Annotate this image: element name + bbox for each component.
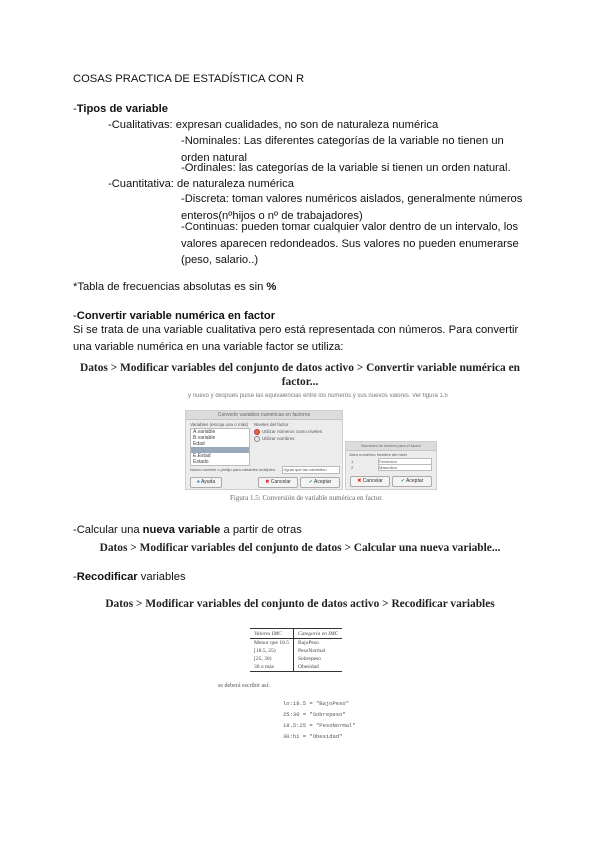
cancel-button[interactable] — [350, 476, 390, 487]
cualitativas-line: -Cualitativas: expresan cualidades, no son de naturaleza numérica — [108, 119, 439, 131]
help-label: Ayuda — [201, 479, 216, 485]
heading-prefix: - — [73, 310, 77, 322]
accept-button[interactable] — [392, 476, 432, 487]
list-item[interactable]: Estado — [193, 459, 209, 465]
new-name-label: Nuevo nombre o prefijo para variables múltiples: — [190, 467, 276, 472]
table-header-row — [250, 629, 342, 639]
option-label: Utilizar números como niveles — [262, 429, 323, 435]
dialog-titlebar: Nombres de niveles para el factor — [346, 442, 436, 451]
table-cell: Menor que 18.5 — [250, 639, 293, 648]
note-bold: % — [266, 281, 277, 293]
accept-label: Aceptar — [406, 478, 424, 484]
level-row-num: 1 — [351, 459, 354, 464]
level-row-num: 2 — [351, 465, 354, 470]
calcular-line — [73, 522, 302, 539]
nominales-line: -Nominales: Las diferentes categorías de la variable no tienen un orden natural — [181, 135, 504, 164]
radio-selected-icon[interactable] — [254, 429, 260, 435]
table-row — [250, 639, 342, 648]
recodificar-suffix: variables — [137, 571, 186, 583]
cancel-button[interactable] — [258, 477, 298, 488]
dialog-titlebar: Convertir variables numéricas en factores — [186, 411, 342, 420]
table-row — [250, 663, 342, 672]
calcular-menu-path: Datos > Modificar variables del conjunto de datos > Calcular una nueva variable... — [99, 542, 501, 554]
code-line: 25:30 = "Sobrepeso" — [283, 711, 346, 718]
check-icon: ✔ — [308, 479, 313, 485]
new-name-input[interactable]: <igual que las variables> — [282, 466, 340, 474]
clipped-text-line: y nuevo y después pulse las equivalencias entre los números y sus nuevos valores. Ver figura 1.5 — [188, 393, 448, 399]
variables-listbox[interactable] — [190, 428, 250, 466]
cancel-icon: ✖ — [265, 479, 270, 485]
check-icon: ✔ — [400, 478, 405, 484]
continuas-line: -Continuas: pueden tomar cualquier valor dentro de un intervalo, los valores aparecen redondeados. Sus valores no pueden enumerarse (peso, salario..) — [181, 221, 519, 266]
section-heading-tipos — [73, 101, 168, 118]
table-header: Valores IMC — [250, 629, 293, 639]
cancel-label: Cancelar — [362, 478, 383, 484]
note-text: *Tabla de frecuencias absolutas es sin — [73, 281, 267, 293]
heading-text: Convertir variable numérica en factor — [76, 310, 276, 322]
recode-intro: se deberá escribir así: — [218, 683, 270, 689]
level-name-input[interactable]: Femenino — [378, 458, 432, 465]
table-cell: 30 o más — [250, 663, 293, 672]
table-cell: Sobrepeso — [297, 656, 321, 662]
level-name-input[interactable]: Masculino — [378, 464, 432, 471]
table-cell: Obesidad — [293, 663, 342, 672]
discreta-line: -Discreta: toman valores numéricos aislados, generalmente números enteros(nºhijos o nº de trabajadores) — [181, 193, 523, 222]
option-names[interactable] — [254, 436, 295, 442]
cuantitativa-line: -Cuantitativa: de naturaleza numérica — [108, 178, 294, 190]
list-item[interactable]: A.variable — [193, 429, 216, 435]
list-item[interactable]: B.variable — [193, 435, 216, 441]
convertir-body: Si se trata de una variable cualitativa pero está representada con números. Para convertir una variable numérica en una variable factor se utiliza: — [73, 324, 519, 353]
table-row — [250, 655, 342, 663]
ordinales-line: -Ordinales: las categorías de la variable si tienen un orden natural. — [181, 162, 511, 174]
recodificar-menu-path: Datos > Modificar variables del conjunto de datos activo > Recodificar variables — [105, 598, 495, 610]
cancel-label: Cancelar — [270, 479, 291, 485]
figure-caption: Figura 1.5: Conversión de variable numérica en factor. — [230, 494, 383, 502]
table-row — [250, 647, 342, 655]
calcular-bold: nueva variable — [142, 524, 221, 536]
heading-prefix: - — [73, 103, 77, 115]
radio-icon[interactable] — [254, 436, 260, 442]
accept-button[interactable] — [300, 477, 340, 488]
list-item[interactable]: E.Estad — [193, 453, 211, 459]
recodificar-line — [73, 569, 186, 586]
frecuencias-note — [73, 279, 276, 296]
table-cell: BajoPeso — [297, 640, 319, 646]
calcular-prefix: -Calcular una — [73, 524, 143, 536]
help-button[interactable] — [190, 477, 222, 488]
levels-dialog-screenshot — [345, 441, 437, 490]
code-line: lo:18.5 = "BajoPeso" — [283, 700, 350, 707]
help-icon: ● — [196, 479, 200, 485]
table-cell: [25, 30) — [250, 655, 293, 663]
imc-table — [250, 628, 342, 672]
option-numbers[interactable] — [254, 429, 322, 435]
option-label: Utilizar nombres — [262, 436, 295, 442]
cancel-icon: ✖ — [357, 478, 362, 484]
table-cell: PesoNormal — [297, 648, 326, 654]
recodificar-bold: Recodificar — [76, 571, 138, 583]
list-item[interactable]: Edad — [193, 441, 205, 447]
table-cell: [18.5, 25) — [250, 647, 293, 655]
convert-dialog-screenshot — [185, 410, 343, 490]
recodificar-prefix: - — [73, 571, 77, 583]
page-title: COSAS PRACTICA DE ESTADÍSTICA CON R — [73, 73, 305, 85]
accept-label: Aceptar — [314, 479, 332, 485]
convertir-menu-path: Datos > Modificar variables del conjunto de datos activo > Convertir variable numérica en factor... — [80, 362, 520, 388]
code-line: 30:hi = "Obesidad" — [283, 733, 343, 740]
calcular-suffix: a partir de otras — [220, 524, 302, 536]
heading-text: Tipos de variable — [76, 103, 168, 115]
variables-list-label: Variables (escoja una o más) — [190, 422, 248, 427]
levels-header: Valor numérico Nombre del nivel — [349, 452, 407, 457]
table-header: Categoría en IMC — [293, 629, 342, 639]
options-label: Niveles del factor — [254, 422, 289, 427]
code-line: 18.5:25 = "PesoNormal" — [283, 722, 356, 729]
